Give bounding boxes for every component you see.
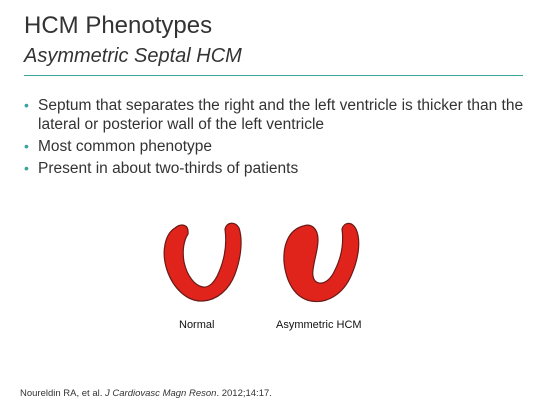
citation bbox=[20, 388, 272, 400]
ventricle-illustration bbox=[155, 212, 395, 312]
bullet-dot-icon: • bbox=[24, 160, 29, 176]
title-divider bbox=[24, 75, 523, 76]
citation-journal: J Cardiovasc Magn Reson bbox=[105, 388, 217, 399]
bullet-text: Septum that separates the right and the left ventricle is thicker than the lateral or posterior wall of the left ventricle bbox=[38, 97, 524, 133]
asymmetric-hcm-ventricle-shape bbox=[284, 223, 359, 301]
bullet-list bbox=[24, 96, 524, 181]
bullet-text: Most common phenotype bbox=[38, 138, 213, 155]
ventricle-figure bbox=[155, 212, 395, 340]
bullet-item bbox=[24, 137, 524, 156]
slide-title: HCM Phenotypes bbox=[24, 12, 213, 39]
bullet-text: Present in about two-thirds of patients bbox=[38, 160, 299, 177]
citation-authors: Noureldin RA, et al. bbox=[20, 388, 103, 399]
slide-subtitle: Asymmetric Septal HCM bbox=[24, 45, 242, 67]
normal-ventricle-shape bbox=[164, 223, 241, 301]
bullet-dot-icon: • bbox=[24, 138, 29, 154]
citation-details: . 2012;14:17. bbox=[216, 388, 272, 399]
asymmetric-hcm-label: Asymmetric HCM bbox=[276, 319, 362, 331]
bullet-item bbox=[24, 96, 524, 134]
bullet-item bbox=[24, 159, 524, 178]
bullet-dot-icon: • bbox=[24, 97, 29, 113]
normal-label: Normal bbox=[179, 319, 215, 331]
